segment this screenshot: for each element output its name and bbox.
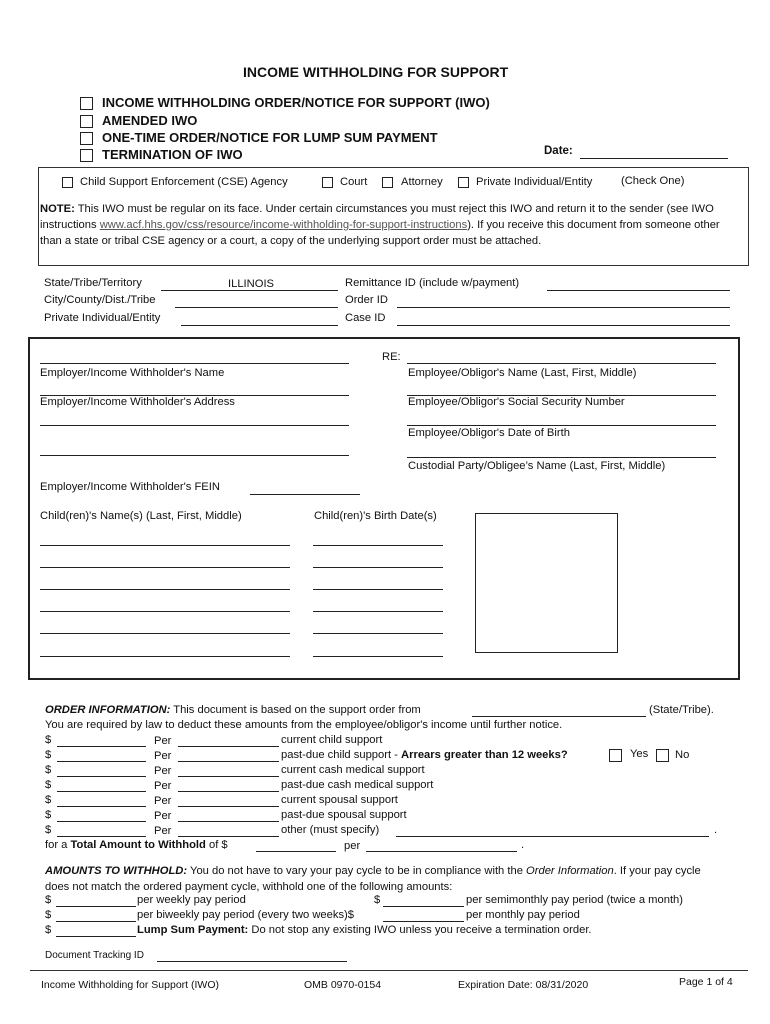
child-dob-field[interactable] xyxy=(313,611,443,612)
city-field[interactable] xyxy=(175,307,338,308)
total-amount-field[interactable] xyxy=(256,851,336,852)
child-name-field[interactable] xyxy=(40,567,290,568)
sender-court-label: Court xyxy=(340,176,368,188)
attorney-checkbox[interactable] xyxy=(382,177,393,188)
termination-checkbox[interactable] xyxy=(80,149,93,162)
note-paragraph xyxy=(40,201,734,249)
arrears-no-label: No xyxy=(675,749,690,761)
period-field[interactable] xyxy=(178,836,279,837)
total-period-field[interactable] xyxy=(366,851,517,852)
dollar-sign: $ xyxy=(45,824,52,836)
monthly-amount-field[interactable] xyxy=(383,921,464,922)
order-info-text: This document is based on the support order from xyxy=(170,704,421,716)
arrears-row xyxy=(281,749,568,761)
amended-iwo-checkbox[interactable] xyxy=(80,115,93,128)
per-label: Per xyxy=(154,795,172,807)
case-id-field[interactable] xyxy=(397,325,730,326)
total-prefix: for a xyxy=(45,839,71,851)
row-label: current cash medical support xyxy=(281,764,425,776)
row-label: other (must specify) xyxy=(281,824,380,836)
lump-sum-amount-field[interactable] xyxy=(56,936,136,937)
period-field[interactable] xyxy=(178,746,279,747)
dollar-sign: $ xyxy=(45,909,52,921)
note-label: NOTE: xyxy=(40,203,75,215)
amount-field[interactable] xyxy=(57,776,146,777)
custodial-party-field[interactable] xyxy=(407,457,716,458)
remittance-label: Remittance ID (include w/payment) xyxy=(345,277,520,289)
state-tribe-label: (State/Tribe). xyxy=(649,704,714,716)
lump-sum-label: Lump Sum Payment: xyxy=(137,924,249,936)
lump-sum-checkbox[interactable] xyxy=(80,132,93,145)
order-id-field[interactable] xyxy=(397,307,730,308)
remittance-field[interactable] xyxy=(547,290,730,291)
employer-address-line-3[interactable] xyxy=(40,455,349,456)
amount-field[interactable] xyxy=(57,761,146,762)
row-label: past-due cash medical support xyxy=(281,779,434,791)
row-label: current child support xyxy=(281,734,383,746)
arrears-yes-checkbox[interactable] xyxy=(609,749,622,762)
dollar-sign: $ xyxy=(45,894,52,906)
arrears-no-checkbox[interactable] xyxy=(656,749,669,762)
custodial-party-label: Custodial Party/Obligee’s Name (Last, First, Middle) xyxy=(408,460,666,472)
footer-omb: OMB 0970-0154 xyxy=(304,979,382,991)
dollar-sign: $ xyxy=(45,779,52,791)
children-dob-label: Child(ren)'s Birth Date(s) xyxy=(314,510,437,522)
cse-agency-checkbox[interactable] xyxy=(62,177,73,188)
order-info-heading: ORDER INFORMATION: xyxy=(45,704,171,716)
dollar-sign: $ xyxy=(45,749,52,761)
row-label: past-due child support - xyxy=(281,749,402,761)
employer-fein-label: Employer/Income Withholder's FEIN xyxy=(40,481,220,493)
employer-address-label: Employer/Income Withholder's Address xyxy=(40,396,235,408)
lump-sum-text: Do not stop any existing IWO unless you receive a termination order. xyxy=(248,924,592,936)
period-field[interactable] xyxy=(178,776,279,777)
total-of: of $ xyxy=(205,839,228,851)
form-type-lump-sum: ONE-TIME ORDER/NOTICE FOR LUMP SUM PAYMENT xyxy=(102,130,438,145)
order-id-label: Order ID xyxy=(345,294,388,306)
period-mark: . xyxy=(714,824,718,836)
per-label: Per xyxy=(154,825,172,837)
tracking-field[interactable] xyxy=(157,961,347,962)
amount-field[interactable] xyxy=(57,806,146,807)
child-dob-field[interactable] xyxy=(313,589,443,590)
per-label: Per xyxy=(154,750,172,762)
period-field[interactable] xyxy=(178,791,279,792)
iwo-checkbox[interactable] xyxy=(80,97,93,110)
note-text-2: ). If you receive this document from someone other than a state or tribal CSE agency or a court, a copy of the underlying support order must be attached. xyxy=(40,219,720,247)
other-specify-field[interactable] xyxy=(396,836,709,837)
iwo-instructions-link[interactable]: www.acf.hhs.gov/css/resource/income-withholding-for-support-instructions xyxy=(99,219,468,231)
order-state-field[interactable] xyxy=(472,716,646,717)
biweekly-label: per biweekly pay period (every two weeks)$ xyxy=(137,909,355,921)
amount-field[interactable] xyxy=(57,836,146,837)
amount-field[interactable] xyxy=(57,791,146,792)
total-per-label: per xyxy=(344,840,361,852)
per-label: Per xyxy=(154,780,172,792)
case-id-label: Case ID xyxy=(345,312,386,324)
child-name-field[interactable] xyxy=(40,656,290,657)
employee-name-field[interactable] xyxy=(407,363,716,364)
per-label: Per xyxy=(154,765,172,777)
employer-name-label: Employer/Income Withholder's Name xyxy=(40,367,225,379)
sender-private-label: Private Individual/Entity xyxy=(476,176,593,188)
children-names-label: Child(ren)'s Name(s) (Last, First, Middle) xyxy=(40,510,242,522)
footer-expiration: Expiration Date: 08/31/2020 xyxy=(458,979,589,991)
amounts-text-2: . If your pay cycle does not match the ordered payment cycle, withhold one of the following amounts: xyxy=(45,865,701,893)
amounts-text-1: You do not have to vary your pay cycle to be in compliance with the xyxy=(187,865,527,877)
weekly-label: per weekly pay period xyxy=(137,894,246,906)
footer-form-name: Income Withholding for Support (IWO) xyxy=(41,979,219,991)
child-dob-field[interactable] xyxy=(313,656,443,657)
arrears-question: Arrears greater than 12 weeks? xyxy=(401,749,568,761)
dollar-sign: $ xyxy=(45,734,52,746)
re-label: RE: xyxy=(382,351,401,363)
date-label: Date: xyxy=(544,145,573,157)
semimonthly-amount-field[interactable] xyxy=(383,906,464,907)
total-period-mark: . xyxy=(521,839,525,851)
required-text: You are required by law to deduct these amounts from the employee/obligor's income until further notice. xyxy=(45,719,563,731)
sender-cse-label: Child Support Enforcement (CSE) Agency xyxy=(80,176,288,188)
employee-dob-label: Employee/Obligor's Date of Birth xyxy=(408,427,570,439)
child-name-field[interactable] xyxy=(40,545,290,546)
note-text-1: This IWO must be regular on its face. Under certain circumstances you must reject this IWO and return it to the sender (see IWO instructions xyxy=(40,203,714,231)
arrears-yes-label: Yes xyxy=(630,748,649,760)
amount-field[interactable] xyxy=(57,821,146,822)
dollar-sign: $ xyxy=(45,924,52,936)
footer-divider xyxy=(30,970,748,971)
check-one-label: (Check One) xyxy=(621,175,685,187)
child-name-field[interactable] xyxy=(40,589,290,590)
employer-fein-field[interactable] xyxy=(250,494,360,495)
amounts-paragraph xyxy=(45,863,725,895)
semimonthly-label: per semimonthly pay period (twice a month) xyxy=(466,894,684,906)
period-field[interactable] xyxy=(178,806,279,807)
per-label: Per xyxy=(154,810,172,822)
date-field[interactable] xyxy=(580,158,728,159)
dollar-sign: $ xyxy=(45,764,52,776)
weekly-amount-field[interactable] xyxy=(56,906,136,907)
lump-sum-line xyxy=(137,924,592,936)
child-dob-field[interactable] xyxy=(313,545,443,546)
stamp-box[interactable] xyxy=(475,513,618,653)
dollar-sign: $ xyxy=(45,809,52,821)
child-name-field[interactable] xyxy=(40,611,290,612)
form-type-termination: TERMINATION OF IWO xyxy=(102,147,243,162)
form-type-amended: AMENDED IWO xyxy=(102,113,198,128)
row-label: current spousal support xyxy=(281,794,398,806)
employee-name-label: Employee/Obligor's Name (Last, First, Middle) xyxy=(408,367,637,379)
tracking-label: Document Tracking ID xyxy=(45,950,144,961)
employer-address-line-2[interactable] xyxy=(40,425,349,426)
child-dob-field[interactable] xyxy=(313,633,443,634)
monthly-label: per monthly pay period xyxy=(466,909,580,921)
child-name-field[interactable] xyxy=(40,633,290,634)
state-field[interactable] xyxy=(161,290,338,291)
private-entity-label: Private Individual/Entity xyxy=(44,312,161,324)
order-info-line xyxy=(45,704,421,716)
state-label: State/Tribe/Territory xyxy=(44,277,142,289)
dollar-sign: $ xyxy=(45,794,52,806)
page-title: INCOME WITHHOLDING FOR SUPPORT xyxy=(243,64,509,80)
total-label: Total Amount to Withhold xyxy=(70,839,206,851)
total-line xyxy=(45,839,228,851)
amount-field[interactable] xyxy=(57,746,146,747)
amounts-heading: AMOUNTS TO WITHHOLD: xyxy=(45,865,188,877)
sender-attorney-label: Attorney xyxy=(401,176,443,188)
footer-page-number: Page 1 of 4 xyxy=(679,976,733,988)
private-individual-checkbox[interactable] xyxy=(458,177,469,188)
row-label: past-due spousal support xyxy=(281,809,407,821)
court-checkbox[interactable] xyxy=(322,177,333,188)
state-value: ILLINOIS xyxy=(228,278,275,290)
private-entity-field[interactable] xyxy=(181,325,338,326)
period-field[interactable] xyxy=(178,761,279,762)
amounts-text-italic: Order Information xyxy=(526,865,614,877)
form-type-iwo: INCOME WITHHOLDING ORDER/NOTICE FOR SUPPORT (IWO) xyxy=(102,95,490,110)
employer-name-field[interactable] xyxy=(40,363,349,364)
dollar-sign: $ xyxy=(374,894,381,906)
parties-box xyxy=(28,337,740,680)
employee-dob-field[interactable] xyxy=(407,425,716,426)
period-field[interactable] xyxy=(178,821,279,822)
city-label: City/County/Dist./Tribe xyxy=(44,294,156,306)
per-label: Per xyxy=(154,735,172,747)
biweekly-amount-field[interactable] xyxy=(56,921,136,922)
child-dob-field[interactable] xyxy=(313,567,443,568)
employee-ssn-label: Employee/Obligor's Social Security Number xyxy=(408,396,625,408)
